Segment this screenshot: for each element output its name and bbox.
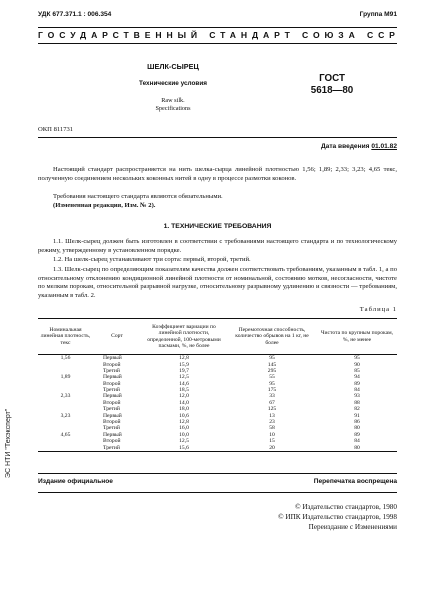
table-cell: Первый <box>103 393 122 400</box>
table-cell: 86 <box>354 419 360 426</box>
table-cell: 88 <box>354 399 360 406</box>
group-code: Группа М91 <box>359 11 397 18</box>
table-cell: 1,56 <box>60 355 71 362</box>
table-cell: Второй <box>103 438 121 445</box>
amendment-note: (Измененная редакция, Изм. № 2). <box>53 202 156 209</box>
reissue-note: Переиздание с Изменениями <box>308 523 397 531</box>
header-purity: Чистота по крупным порокам, %, не менее <box>317 319 397 355</box>
introduction-date-label: Дата введения <box>320 143 370 150</box>
table-cell: 90 <box>354 361 360 368</box>
table-cell: 18,5 <box>179 387 189 394</box>
table-cell: 94 <box>354 374 360 381</box>
table-cell: Первый <box>103 412 122 419</box>
table-header-row <box>38 319 397 355</box>
table-cell: Второй <box>103 399 121 406</box>
table-cell: Второй <box>103 361 121 368</box>
table-cell: Третий <box>103 367 120 374</box>
table-cell: Третий <box>93 445 141 452</box>
table-cell: 16,0 <box>179 425 189 432</box>
table-cell: 80 <box>354 425 360 432</box>
table-cell: 95 <box>354 355 360 362</box>
table-cell: 175 <box>267 387 277 394</box>
introduction-date <box>250 143 397 150</box>
table-cell: Третий <box>103 425 120 432</box>
header-rule-top <box>38 27 397 28</box>
table-cell: Третий <box>103 406 120 413</box>
table-cell: 55 <box>269 374 275 381</box>
table-1 <box>38 318 397 452</box>
table-cell: 95 <box>269 355 275 362</box>
copyright-1998: © ИПК Издательство стандартов, 1998 <box>278 513 397 521</box>
table-cell <box>38 445 93 452</box>
table-cell: 125 <box>267 406 277 413</box>
reprint-prohibited-label: Перепечатка воспрещена <box>313 478 397 485</box>
table-cell: 93 <box>354 393 360 400</box>
clause-1-2: 1.2. На шелк-сырец устанавливают три сорта: первый, второй, третий. <box>53 256 251 263</box>
footer-rule-bottom <box>38 492 397 493</box>
table-cell: 145 <box>267 361 277 368</box>
table-cell: 18,0 <box>179 406 189 413</box>
table-cell: 80 <box>317 445 397 452</box>
table-cell: Второй <box>103 380 121 387</box>
table-cell: Второй <box>103 419 121 426</box>
copyright-1980: © Издательство стандартов, 1980 <box>295 503 397 511</box>
table-cell: 14,6 <box>179 380 189 387</box>
header-rule-bottom <box>38 43 397 44</box>
state-standard-banner: ГОСУДАРСТВЕННЫЙ СТАНДАРТ СОЮЗА ССР <box>38 30 400 40</box>
table-cell: 58 <box>269 425 275 432</box>
table-cell: 15,6 <box>141 445 227 452</box>
section-heading: 1. ТЕХНИЧЕСКИЕ ТРЕБОВАНИЯ <box>163 223 272 230</box>
table-cell: 12,8 <box>179 419 189 426</box>
table-cell: 85 <box>354 367 360 374</box>
table-cell: 2,33 <box>60 393 71 400</box>
header-variation-coefficient: Коэффициент вариации по линейной плотности, определенной, 100-метровыми пасмами, %, не более <box>141 319 227 355</box>
table-cell: 33 <box>269 393 275 400</box>
clause-1-3: 1.3. Шелк-сырец по определяющим показателям качества должен соответствовать требованиям, указанным в табл. 1, а по относительному отклонению кондиционной линейной плотности от номинальной, состоянию мотков, несогласности, чистоте по мелким порокам, относительной разрывной нагрузке, относительному разрывному удлинению и связности — требованиям, указанным в табл. 2. <box>38 266 397 299</box>
table-row <box>38 445 397 452</box>
table-cell: Первый <box>103 355 122 362</box>
table-cell: 12,8 <box>179 355 189 362</box>
table-cell: 10,6 <box>179 412 189 419</box>
header-grade: Сорт <box>93 319 141 355</box>
okp-code: ОКП 811731 <box>38 126 74 133</box>
table-cell: 12,5 <box>179 438 189 445</box>
table-cell: 13 <box>269 412 275 419</box>
table-cell: 10 <box>269 431 275 438</box>
mandatory-paragraph: Требования настоящего стандарта являются обязательными. <box>53 193 223 200</box>
table-cell: 89 <box>354 431 360 438</box>
table-caption: Таблица 1 <box>359 306 397 313</box>
document-title: ШЕЛК-СЫРЕЦ <box>147 62 199 71</box>
table-cell: 89 <box>354 380 360 387</box>
table-cell: 84 <box>354 387 360 394</box>
document-subtitle: Технические условия <box>138 80 207 87</box>
scope-paragraph: Настоящий стандарт распространяется на нить шелка-сырца линейной плотностью 1,56; 1,89; 2,33; 3,23; 4,65 текс, полученную соединением нескольких коконных нитей в одну в процессе размотки коконов. <box>38 166 397 182</box>
table-cell: Третий <box>103 387 120 394</box>
footer-rule <box>38 473 397 474</box>
table-cell: 84 <box>354 438 360 445</box>
table-cell: 19,7 <box>179 367 189 374</box>
gost-number: 5618—80 <box>310 85 354 96</box>
table-cell: 82 <box>354 406 360 413</box>
table-cell: 12,5 <box>179 374 189 381</box>
table-cell: 15,9 <box>179 361 189 368</box>
table-cell: 10,0 <box>179 431 189 438</box>
table-cell: 95 <box>269 380 275 387</box>
okp-rule <box>38 137 397 138</box>
table-cell: 12,0 <box>179 393 189 400</box>
table-cell: 1,89 <box>60 374 71 381</box>
watermark-text: ЭС НТИ "Техэксперт" <box>5 408 12 478</box>
table-cell: 295 <box>267 367 277 374</box>
header-linear-density: Номинальная линейная плотность, текс <box>38 319 93 355</box>
header-rewinding-ability: Перемоточная способность, количество обрывов на 1 кг, не более <box>227 319 317 355</box>
table-cell: 15 <box>269 438 275 445</box>
table-cell: 4,65 <box>60 431 71 438</box>
table-cell: 23 <box>269 419 275 426</box>
table-cell: 91 <box>354 412 360 419</box>
table-row <box>38 355 397 362</box>
clause-1-1: 1.1. Шелк-сырец должен быть изготовлен в соответствии с требованиями настоящего стандарта и по технологическому режиму, утвержденному в установленном порядке. <box>38 238 397 254</box>
table-cell: Первый <box>103 431 122 438</box>
gost-label: ГОСТ <box>319 73 345 84</box>
udk-code: УДК 677.371.1 : 006.354 <box>38 11 112 18</box>
table-cell: 3,23 <box>60 412 71 419</box>
title-english: Raw silk. <box>161 97 185 104</box>
table-cell: 67 <box>269 399 275 406</box>
official-edition-label: Издание официальное <box>38 478 113 485</box>
table-cell: Первый <box>103 374 122 381</box>
table-cell: 20 <box>227 445 317 452</box>
table-cell: 14,0 <box>179 399 189 406</box>
subtitle-english: Specifications <box>155 105 191 112</box>
introduction-date-value: 01.01.82 <box>371 143 397 150</box>
